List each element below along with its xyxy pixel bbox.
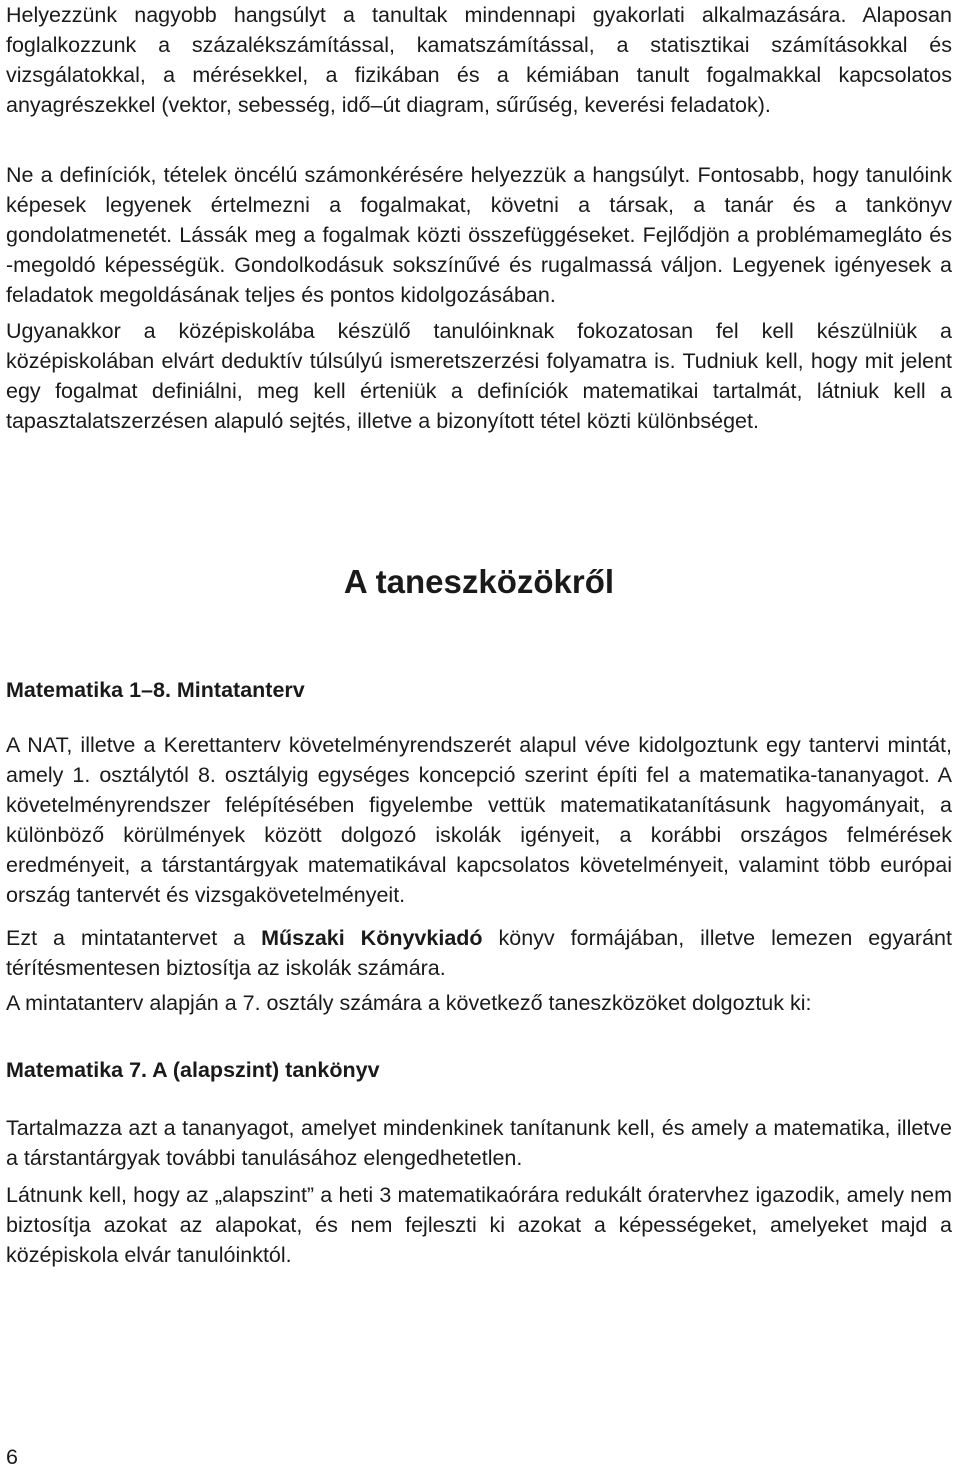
publisher-name: Műszaki Könyvkiadó	[261, 926, 483, 950]
publisher-text-after: könyv formájában, illetve lemezen egyaránt térítésmentesen biztosítja az iskolák számára.	[6, 926, 952, 980]
publisher-text-before: Ezt a mintatantervet a	[6, 926, 262, 950]
paragraph-tools-intro: A mintatanterv alapján a 7. osztály számára a következő taneszközöket dolgoztuk ki:	[6, 991, 812, 1015]
page-number: 6	[6, 1445, 18, 1469]
paragraph-curriculum: A NAT, illetve a Kerettanterv követelményrendszerét alapul véve kidolgoztunk egy tantervi mintát, amely 1. osztálytól 8. osztályig egységes koncepció szerint építi fel a matematika-tananyagot. A követelményrendszer felépítésében figyelembe vettük matematikatanításunk hagyományait, a különböző körülmények között dolgozó iskolák igényeit, a korábbi országos felmérések eredményeit, a társtantárgyak matematikával kapcsolatos követelményeit, valamint több európai ország tantervét és vizsgakövetelményeit.	[6, 733, 952, 907]
section-title: A taneszközökről	[343, 563, 615, 600]
paragraph-secondary-preparation: Ugyanakkor a középiskolába készülő tanulóinknak fokozatosan fel kell készülniük a középiskolában elvárt deduktív túlsúlyú ismeretszerzési folyamatra is. Tudniuk kell, hogy mit jelent egy fogalmat definiálni, meg kell érteniük a definíciók matematikai tartalmát, látniuk kell a tapasztalatszerzésen alapuló sejtés, illetve a bizonyított tétel közti különbséget.	[6, 319, 952, 433]
paragraph-textbook-content: Tartalmazza azt a tananyagot, amelyet mindenkinek tanítanunk kell, és amely a matematika, illetve a társtantárgyak további tanulásához elengedhetetlen.	[6, 1116, 952, 1170]
paragraph-definitions: Ne a definíciók, tételek öncélú számonkérésére helyezzük a hangsúlyt. Fontosabb, hogy tanulóink képesek legyenek értelmezni a fogalmakat, követni a társak, a tanár és a tankönyv gondolatmenetét. Lássák meg a fogalmak közti összefüggéseket. Fejlődjön a problémamegláto és -megoldó képességük. Gondolkodásuk sokszínűvé és rugalmassá váljon. Legyenek igényesek a feladatok megoldásának teljes és pontos kidolgozásában.	[6, 163, 952, 307]
subsection-title-textbook: Matematika 7. A (alapszint) tankönyv	[6, 1058, 380, 1082]
paragraph-basic-level: Látnunk kell, hogy az „alapszint” a heti 3 matematikaórára redukált óratervhez igazodik, amely nem biztosítja azokat az alapokat, és nem fejleszti ki azokat a képességeket, amelyeket majd a középiskola elvár tanulóinktól.	[6, 1183, 952, 1267]
subsection-title-curriculum: Matematika 1–8. Mintatanterv	[6, 678, 305, 702]
paragraph-publisher	[6, 923, 952, 983]
paragraph-practical-application: Helyezzünk nagyobb hangsúlyt a tanultak mindennapi gyakorlati alkalmazására. Alaposan foglalkozzunk a százalékszámítással, kamatszámítással, a statisztikai számításokkal és vizsgálatokkal, a mérésekkel, a fizikában és a kémiában tanult fogalmakkal kapcsolatos anyagrészekkel (vektor, sebesség, idő–út diagram, sűrűség, keverési feladatok).	[6, 3, 952, 117]
